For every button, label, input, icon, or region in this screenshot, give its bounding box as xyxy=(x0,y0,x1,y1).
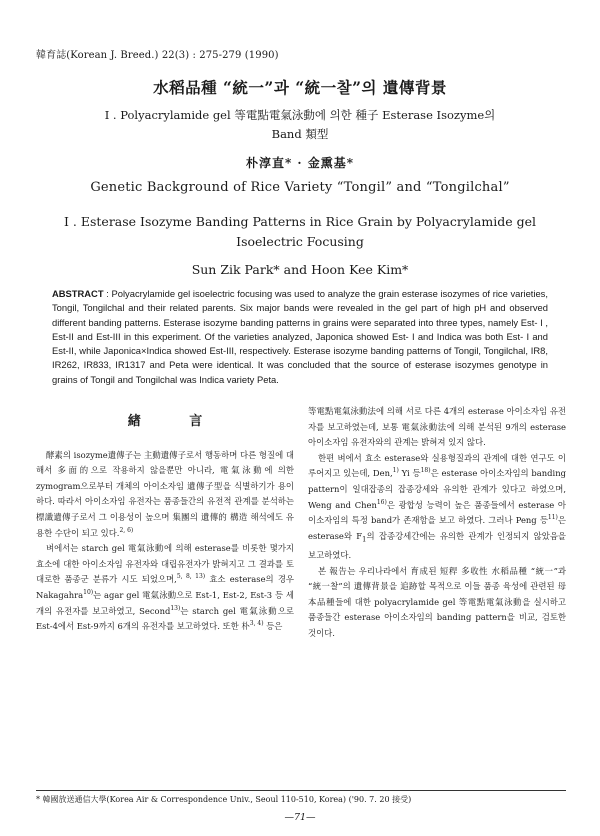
affiliation-footnote: * 韓國放送通信大學(Korea Air & Correspondence Univ., Seoul 110-510, Korea) ('90. 7. 20 接受) xyxy=(36,795,412,804)
journal-citation: 韓育誌(Korean J. Breed.) 22(3) : 275-279 (1990) xyxy=(36,50,279,61)
reference-marker: 2, 6) xyxy=(119,526,134,534)
korean-subtitle xyxy=(40,106,560,144)
body-paragraph: 等電點電氣泳動法에 의해 서로 다른 4개의 esterase 아이소자임 유전자를 보고하였는데, 보통 電氣泳動法에 의해 분석된 9개의 esterase 아이소자임 유전자와의 관계는 밝혀져 있지 않다. xyxy=(308,406,566,448)
body-text: 효소 esterase의 경우 Nakagahra xyxy=(36,574,294,600)
korean-authors: 朴淳直* · 金熏基* xyxy=(245,156,355,170)
reference-marker: 11) xyxy=(547,514,558,522)
body-left-column xyxy=(36,410,294,635)
english-subtitle-line2: Isoelectric Focusing xyxy=(236,234,364,249)
abstract-label: ABSTRACT xyxy=(52,288,104,299)
reference-marker: 1) xyxy=(392,467,399,475)
reference-marker: 13) xyxy=(170,604,181,612)
body-text: 는 starch gel 電氣泳動으로 Est-4에서 Est-9까지 6개의 유전자를 보고하였다. 또한 朴 xyxy=(36,605,295,632)
body-text: 는 agar gel 電氣泳動으로 Est-1, Est-2, Est-3 등 세개의 유전자를 보고하였고, Second xyxy=(36,589,294,616)
footnote-divider xyxy=(36,790,566,791)
body-text: 한편 벼에서 효소 esterase와 실용형질과의 관계에 대한 연구도 이루어지고 있는데, Den, xyxy=(308,452,566,479)
subscript: 1 xyxy=(362,535,367,544)
english-authors: Sun Zik Park* and Hoon Kee Kim* xyxy=(191,262,409,277)
section-heading-introduction: 緖 言 xyxy=(127,414,225,429)
body-paragraph: 본 報告는 우리나라에서 育成된 短稈 多收性 水稻品種 “統一”과 “統一찰”의 遺傳背景을 追跡할 목적으로 이들 품종 육성에 관련된 母本品種들에 대한 polyacrylamide gel 等電點電氣泳動을 실시하고 품종들간 esterase 아이소자임의 banding pattern을 비교, 검토한 것이다. xyxy=(308,565,566,638)
body-text: 은 esterase 아이소자임의 banding pattern이 일대잡종의 잡종강세와 유의한 관계가 있다고 하였으며, Weng and Chen xyxy=(308,468,566,510)
english-title: Genetic Background of Rice Variety “Tongil” and “Tongilchal” xyxy=(90,180,510,195)
english-subtitle xyxy=(40,212,560,252)
body-text: 벼에서는 starch gel 電氣泳動에 의해 esterase를 비롯한 몇가지 효소에 대한 아이소자임 유전자와 대립유전자가 밝혀지고 그 결과를 토대로한 품종군 분류가 시도 되었으며, xyxy=(36,543,294,585)
body-text: Yi 등 xyxy=(398,468,421,479)
body-paragraph xyxy=(36,448,294,542)
korean-subtitle-line2: Band 類型 xyxy=(271,127,329,141)
korean-subtitle-line1: I . Polyacrylamide gel 等電點電氣泳動에 의한 種子 Esterase Isozyme의 xyxy=(104,108,496,122)
body-text: 등은 xyxy=(263,621,283,632)
reference-marker: 5, 8, 13) xyxy=(176,573,206,581)
body-text: 은 광합성 능력이 높은 품종들에서 esterase 아이소자임의 특정 band가 존재함을 보고 하였다. 그러나 Peng 등 xyxy=(308,499,566,526)
body-paragraph xyxy=(308,451,566,564)
body-text: 酵素의 isozyme遺傳子는 主動遺傳子로서 행동하며 다른 형질에 대해서 多面的으로 작용하지 않을뿐만 아니라, 電氣泳動에 의한 zymogram으로부터 개체의 아이소자임 遺傳子型을 식별하기가 용이하다. 따라서 아이소자임 유전자는 품종들간의 유전적 관계를 분석하는 標識遺傳子로서 그 이용성이 높으며 集團의 遺傳的 構造 해석에도 유용한 수단이 되고 있다. xyxy=(36,449,294,538)
reference-marker: 18) xyxy=(420,467,431,475)
english-subtitle-line1: I . Esterase Isozyme Banding Patterns in Rice Grain by Polyacrylamide gel xyxy=(64,214,536,229)
body-text: 의 잡종강세간에는 유의한 관계가 인정되지 않았음을 보고하였다. xyxy=(308,530,567,561)
abstract-text: Polyacrylamide gel isoelectric focusing was used to analyze the grain esterase isozymes of rice varieties, Tongil, Tongilchal and their related parents. Six major bands were revealed in the gel part of high pH and observed different banding patterns. Esterase isozyme banding patterns in grains were separated into three types, namely Est- I , Est-II and Est-III in this experiment. Of the varieties analyzed, Japonica showed Est- I and Indica was both Est- I and Est-II, while Japonica×Indica showed Est-III, respectively. Esterase isozyme banding patterns of Tongil, Tongilchal, IR8, IR262, IR833, IR1317 and Peta were identical. It was concluded that the source of esterase isozymes genotype in grains of Tongil and Tongilchal was Indica variety Peta. xyxy=(52,288,548,385)
body-paragraph xyxy=(36,541,294,635)
abstract: ABSTRACT : Polyacrylamide gel isoelectric focusing was used to analyze the grain esterase isozymes of rice varieties, Tongil, Tongilchal and their related parents. Six major bands were revealed in the gel part of high pH and observed different banding patterns. Esterase isozyme banding patterns in grains were separated into three types, namely Est- I , Est-II and Est-III in this experiment. Of the varieties analyzed, Japonica showed Est- I and Indica was both Est- I and Est-II, while Japonica×Indica showed Est-III, respectively. Esterase isozyme banding patterns of Tongil, Tongilchal, IR8, IR262, IR833, IR1317 and Peta were identical. It was concluded that the source of esterase isozymes genotype in grains of Tongil and Tongilchal was Indica variety Peta. xyxy=(52,288,548,385)
reference-marker: 10) xyxy=(83,589,94,597)
body-right-column xyxy=(308,404,566,642)
reference-marker: 16) xyxy=(376,498,387,506)
page-number: —71— xyxy=(284,812,316,823)
reference-marker: 3, 4) xyxy=(249,620,264,628)
body-text: 은 esterase와 F xyxy=(308,515,566,541)
korean-title: 水稻品種 “統一”과 “統一찰”의 遺傳背景 xyxy=(153,78,447,97)
